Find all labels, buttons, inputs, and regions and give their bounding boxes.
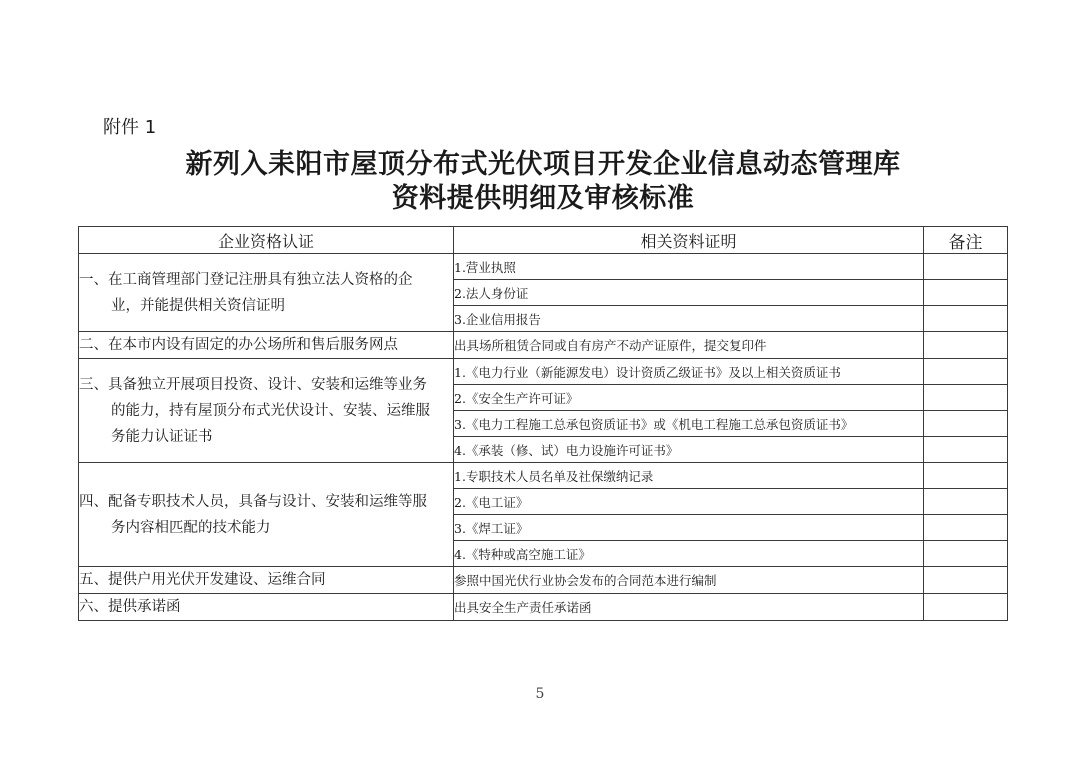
table-row bbox=[79, 594, 1008, 621]
attachment-label: 附件 1 bbox=[103, 117, 157, 138]
requirement-text-line: 业，并能提供相关资信证明 bbox=[111, 297, 285, 314]
document-title-line-2: 资料提供明细及审核标准 bbox=[391, 183, 695, 214]
remarks-cell bbox=[924, 280, 1008, 306]
requirements-table bbox=[78, 226, 1008, 621]
remarks-cell bbox=[924, 541, 1008, 567]
remarks-cell bbox=[924, 594, 1008, 621]
material-item: 3.《焊工证》 bbox=[454, 515, 924, 541]
remarks-cell bbox=[924, 306, 1008, 332]
material-item: 3.企业信用报告 bbox=[454, 306, 924, 332]
material-item: 1.《电力行业（新能源发电）设计资质乙级证书》及以上相关资质证书 bbox=[454, 359, 924, 385]
remarks-cell bbox=[924, 515, 1008, 541]
material-item: 出具场所租赁合同或自有房产不动产证原件，提交复印件 bbox=[454, 332, 924, 359]
header-remarks: 备注 bbox=[924, 227, 1008, 254]
requirement-text-line: 的能力，持有屋顶分布式光伏设计、安装、运维服 bbox=[111, 402, 430, 419]
material-item: 2.《安全生产许可证》 bbox=[454, 385, 924, 411]
material-item: 4.《承装（修、试）电力设施许可证书》 bbox=[454, 437, 924, 463]
requirement-text-line: 三、具备独立开展项目投资、设计、安装和运维等业务 bbox=[79, 376, 427, 393]
requirement-4 bbox=[79, 463, 454, 567]
table-row bbox=[79, 332, 1008, 359]
material-item: 1.营业执照 bbox=[454, 254, 924, 280]
requirement-text-line: 四、配备专职技术人员，具备与设计、安装和运维等服 bbox=[79, 493, 427, 510]
material-item: 参照中国光伏行业协会发布的合同范本进行编制 bbox=[454, 567, 924, 594]
table-row bbox=[79, 463, 1008, 489]
remarks-cell bbox=[924, 489, 1008, 515]
page-number: 5 bbox=[535, 686, 545, 702]
requirement-text-line: 一、在工商管理部门登记注册具有独立法人资格的企 bbox=[79, 271, 413, 288]
document-title-line-1: 新列入耒阳市屋顶分布式光伏项目开发企业信息动态管理库 bbox=[185, 149, 901, 180]
requirement-1 bbox=[79, 254, 454, 332]
header-qualification: 企业资格认证 bbox=[79, 227, 454, 254]
requirement-5: 五、提供户用光伏开发建设、运维合同 bbox=[79, 567, 454, 594]
material-item: 4.《特种或高空施工证》 bbox=[454, 541, 924, 567]
remarks-cell bbox=[924, 567, 1008, 594]
remarks-cell bbox=[924, 437, 1008, 463]
table-row bbox=[79, 359, 1008, 385]
table-header-row bbox=[79, 227, 1008, 254]
remarks-cell bbox=[924, 463, 1008, 489]
header-materials: 相关资料证明 bbox=[454, 227, 924, 254]
material-item: 1.专职技术人员名单及社保缴纳记录 bbox=[454, 463, 924, 489]
material-item: 出具安全生产责任承诺函 bbox=[454, 594, 924, 621]
remarks-cell bbox=[924, 385, 1008, 411]
requirement-text-line: 务内容相匹配的技术能力 bbox=[111, 519, 271, 536]
remarks-cell bbox=[924, 254, 1008, 280]
material-item: 2.法人身份证 bbox=[454, 280, 924, 306]
remarks-cell bbox=[924, 411, 1008, 437]
requirement-3 bbox=[79, 359, 454, 463]
requirement-2: 二、在本市内设有固定的办公场所和售后服务网点 bbox=[79, 332, 454, 359]
requirement-6: 六、提供承诺函 bbox=[79, 594, 454, 621]
remarks-cell bbox=[924, 332, 1008, 359]
material-item: 3.《电力工程施工总承包资质证书》或《机电工程施工总承包资质证书》 bbox=[454, 411, 924, 437]
material-item: 2.《电工证》 bbox=[454, 489, 924, 515]
remarks-cell bbox=[924, 359, 1008, 385]
requirement-text-line: 务能力认证证书 bbox=[111, 428, 213, 445]
table-row bbox=[79, 254, 1008, 280]
table-row bbox=[79, 567, 1008, 594]
